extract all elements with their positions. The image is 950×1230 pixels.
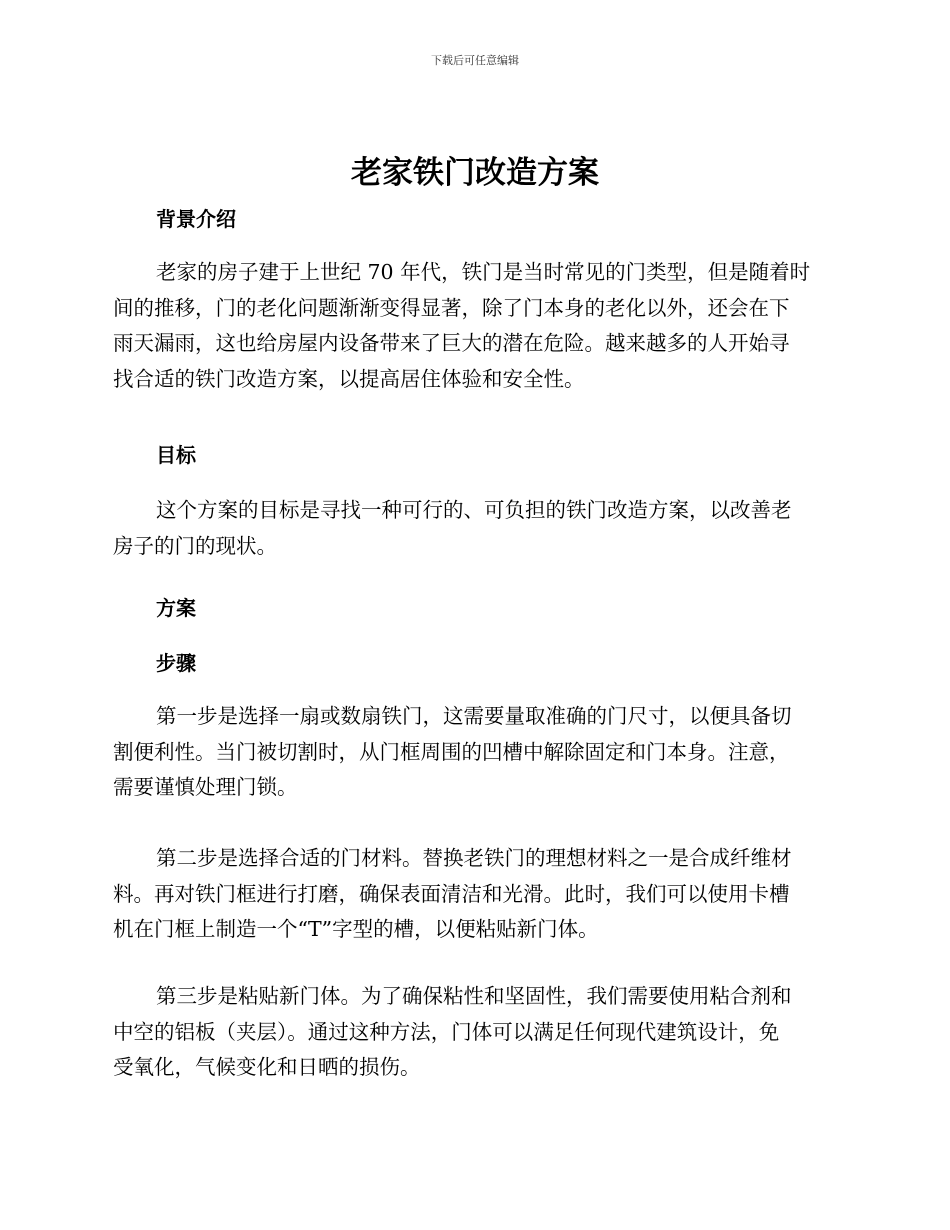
paragraph-line: 中空的铝板（夹层）。通过这种方法，门体可以满足任何现代建筑设计，免 xyxy=(113,1019,780,1044)
paragraph-line: 雨天漏雨，这也给房屋内设备带来了巨大的潜在危险。越来越多的人开始寻 xyxy=(113,331,790,355)
paragraph-line: 需要谨慎处理门锁。 xyxy=(113,775,298,799)
paragraph-line: 受氧化，气候变化和日晒的损伤。 xyxy=(113,1055,421,1079)
section-heading-plan: 方案 xyxy=(156,596,196,620)
section-heading-background: 背景介绍 xyxy=(156,207,236,231)
paragraph-background xyxy=(113,255,833,397)
paragraph-line: 割便利性。当门被切割时，从门框周围的凹槽中解除固定和门本身。注意， xyxy=(113,739,790,764)
paragraph-step-1 xyxy=(113,699,833,806)
document-title: 老家铁门改造方案 xyxy=(351,155,599,191)
paragraph-line: 房子的门的现状。 xyxy=(113,533,277,558)
paragraph-step-2 xyxy=(113,841,833,948)
header-note: 下载后可任意编辑 xyxy=(431,54,519,67)
section-heading-goal: 目标 xyxy=(156,443,196,467)
paragraph-line: 找合适的铁门改造方案，以提高居住体验和安全性。 xyxy=(113,366,585,391)
paragraph-step-3 xyxy=(113,979,833,1086)
paragraph-line: 老家的房子建于上世纪 70 年代，铁门是当时常见的门类型，但是随着时 xyxy=(156,260,811,284)
paragraph-line: 第二步是选择合适的门材料。替换老铁门的理想材料之一是合成纤维材 xyxy=(156,846,792,870)
paragraph-line: 料。再对铁门框进行打磨，确保表面清洁和光滑。此时，我们可以使用卡槽 xyxy=(113,881,790,906)
paragraph-line: 这个方案的目标是寻找一种可行的、可负担的铁门改造方案，以改善老 xyxy=(156,498,792,522)
paragraph-line: 机在门框上制造一个“T”字型的槽，以便粘贴新门体。 xyxy=(113,917,599,941)
paragraph-line: 第三步是粘贴新门体。为了确保粘性和坚固性，我们需要使用粘合剂和 xyxy=(156,984,792,1008)
paragraph-line: 间的推移，门的老化问题渐渐变得显著，除了门本身的老化以外，还会在下 xyxy=(113,295,790,320)
paragraph-goal xyxy=(113,493,833,564)
section-heading-steps: 步骤 xyxy=(156,651,196,675)
paragraph-line: 第一步是选择一扇或数扇铁门，这需要量取准确的门尺寸，以便具备切 xyxy=(156,704,792,728)
